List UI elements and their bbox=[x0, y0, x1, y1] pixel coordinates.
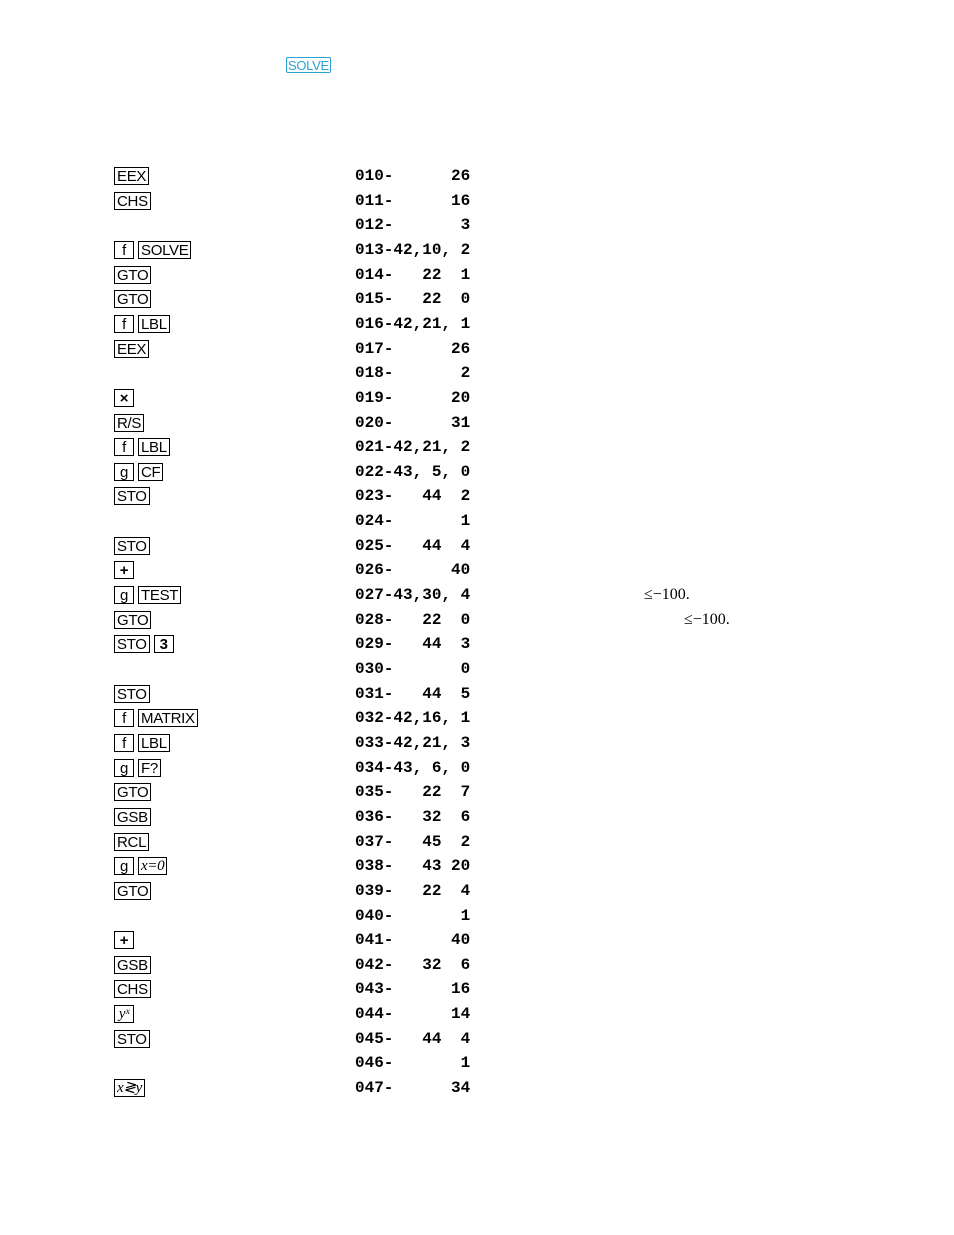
key-label: f bbox=[114, 438, 134, 456]
key-label: × bbox=[114, 389, 134, 407]
keystroke-group bbox=[114, 882, 155, 900]
key-label: LBL bbox=[138, 315, 170, 333]
key-label: GTO bbox=[114, 611, 151, 629]
keycode: 039- 22 4 bbox=[355, 881, 471, 900]
key-label: RCL bbox=[114, 833, 149, 851]
keystroke-group bbox=[114, 635, 178, 653]
keycode: 017- 26 bbox=[355, 339, 471, 358]
key-label: GTO bbox=[114, 783, 151, 801]
keystroke-group bbox=[114, 857, 171, 875]
key-label: g bbox=[114, 857, 134, 875]
keystroke-group bbox=[114, 537, 154, 555]
keycode: 010- 26 bbox=[355, 167, 471, 185]
key-label: GTO bbox=[114, 290, 151, 308]
keycode: 013-42,10, 2 bbox=[355, 240, 471, 259]
keystroke-group bbox=[114, 833, 153, 851]
key-label: STO bbox=[114, 537, 150, 555]
key-label: CF bbox=[138, 463, 163, 481]
keycode: 016-42,21, 1 bbox=[355, 314, 471, 333]
keystroke-group bbox=[114, 561, 138, 579]
keycode: 015- 22 0 bbox=[355, 290, 471, 309]
keystroke-group bbox=[114, 438, 174, 456]
keystroke-group bbox=[114, 611, 155, 629]
keycode: 025- 44 4 bbox=[355, 536, 471, 555]
keycode: 024- 1 bbox=[355, 512, 471, 531]
key-label: TEST bbox=[138, 586, 181, 604]
keycode: 044- 14 bbox=[355, 1005, 471, 1024]
keycode: 012- 3 bbox=[355, 216, 471, 235]
keycode: 040- 1 bbox=[355, 906, 471, 925]
key-label: EEX bbox=[114, 167, 149, 185]
keycode: 043- 16 bbox=[355, 980, 471, 999]
key-label: CHS bbox=[114, 192, 151, 210]
keystroke-group bbox=[114, 340, 153, 358]
line-comment: ≤−100. bbox=[644, 586, 690, 604]
key-label: g bbox=[114, 586, 134, 604]
key-label: MATRIX bbox=[138, 709, 198, 727]
keystroke-group bbox=[114, 808, 155, 826]
keystroke-group bbox=[114, 414, 148, 432]
keycode: 019- 20 bbox=[355, 388, 471, 407]
keycode: 033-42,21, 3 bbox=[355, 733, 471, 752]
key-label: f bbox=[114, 734, 134, 752]
keycode: 021-42,21, 2 bbox=[355, 438, 471, 457]
keycode: 038- 43 20 bbox=[355, 857, 471, 876]
keycode: 026- 40 bbox=[355, 561, 471, 580]
keycode: 047- 34 bbox=[355, 1079, 471, 1098]
key-label: f bbox=[114, 315, 134, 333]
keycode: 023- 44 2 bbox=[355, 487, 471, 506]
keystroke-group bbox=[114, 266, 155, 284]
keystroke-group bbox=[114, 463, 167, 481]
keycode: 037- 45 2 bbox=[355, 832, 471, 851]
keystroke-group bbox=[114, 487, 154, 505]
keycode: 032-42,16, 1 bbox=[355, 709, 471, 728]
key-label: EEX bbox=[114, 340, 149, 358]
keystroke-group bbox=[114, 931, 138, 949]
key-label: x=0 bbox=[138, 857, 167, 875]
keystroke-group bbox=[114, 709, 202, 727]
keycode: 036- 32 6 bbox=[355, 807, 471, 826]
key-label: GTO bbox=[114, 882, 151, 900]
keycode: 020- 31 bbox=[355, 413, 471, 432]
keycode: 014- 22 1 bbox=[355, 265, 471, 284]
keystroke-group bbox=[114, 1079, 149, 1097]
key-label: LBL bbox=[138, 734, 170, 752]
keystroke-group bbox=[114, 1030, 154, 1048]
key-label: + bbox=[114, 931, 134, 949]
solve-key-label: SOLVE bbox=[288, 58, 329, 73]
keycode: 022-43, 5, 0 bbox=[355, 462, 471, 481]
key-label: f bbox=[114, 709, 134, 727]
keystroke-group bbox=[114, 783, 155, 801]
keystroke-group bbox=[114, 586, 185, 604]
keycode: 029- 44 3 bbox=[355, 635, 471, 654]
key-label: g bbox=[114, 463, 134, 481]
keycode: 031- 44 5 bbox=[355, 684, 471, 703]
key-label: g bbox=[114, 759, 134, 777]
key-label: STO bbox=[114, 1030, 150, 1048]
key-label: GTO bbox=[114, 266, 151, 284]
key-label: GSB bbox=[114, 808, 151, 826]
key-label: x≷y bbox=[114, 1079, 145, 1097]
keystroke-group bbox=[114, 241, 195, 259]
keycode: 028- 22 0 bbox=[355, 610, 471, 629]
keycode: 045- 44 4 bbox=[355, 1029, 471, 1048]
key-label: GSB bbox=[114, 956, 151, 974]
key-label: F? bbox=[138, 759, 161, 777]
keystroke-group bbox=[114, 956, 155, 974]
keycode: 030- 0 bbox=[355, 660, 471, 678]
key-label: 3 bbox=[154, 635, 174, 653]
key-label: STO bbox=[114, 635, 150, 653]
keystroke-group bbox=[114, 315, 174, 333]
key-label: R/S bbox=[114, 414, 144, 432]
key-label: f bbox=[114, 241, 134, 259]
keystroke-group bbox=[114, 389, 138, 407]
keycode: 034-43, 6, 0 bbox=[355, 758, 471, 777]
keystroke-group bbox=[114, 192, 155, 210]
key-label: STO bbox=[114, 487, 150, 505]
keycode: 011- 16 bbox=[355, 191, 471, 210]
keycode: 035- 22 7 bbox=[355, 783, 471, 802]
key-label: SOLVE bbox=[138, 241, 191, 259]
keystroke-group bbox=[114, 759, 165, 777]
key-label: + bbox=[114, 561, 134, 579]
keystroke-group bbox=[114, 980, 155, 998]
key-label: CHS bbox=[114, 980, 151, 998]
keycode: 042- 32 6 bbox=[355, 955, 471, 974]
key-label: LBL bbox=[138, 438, 170, 456]
line-comment: ≤−100. bbox=[684, 610, 730, 628]
keystroke-group bbox=[114, 734, 174, 752]
solve-key-header bbox=[286, 57, 335, 75]
keycode: 027-43,30, 4 bbox=[355, 586, 471, 605]
keycode: 041- 40 bbox=[355, 931, 471, 950]
keystroke-group bbox=[114, 290, 155, 308]
keystroke-group bbox=[114, 167, 153, 185]
keystroke-group bbox=[114, 685, 154, 703]
key-label: yˣ bbox=[114, 1005, 134, 1023]
keystroke-group bbox=[114, 1005, 138, 1023]
key-label: STO bbox=[114, 685, 150, 703]
keycode: 046- 1 bbox=[355, 1054, 471, 1073]
keycode: 018- 2 bbox=[355, 364, 471, 383]
